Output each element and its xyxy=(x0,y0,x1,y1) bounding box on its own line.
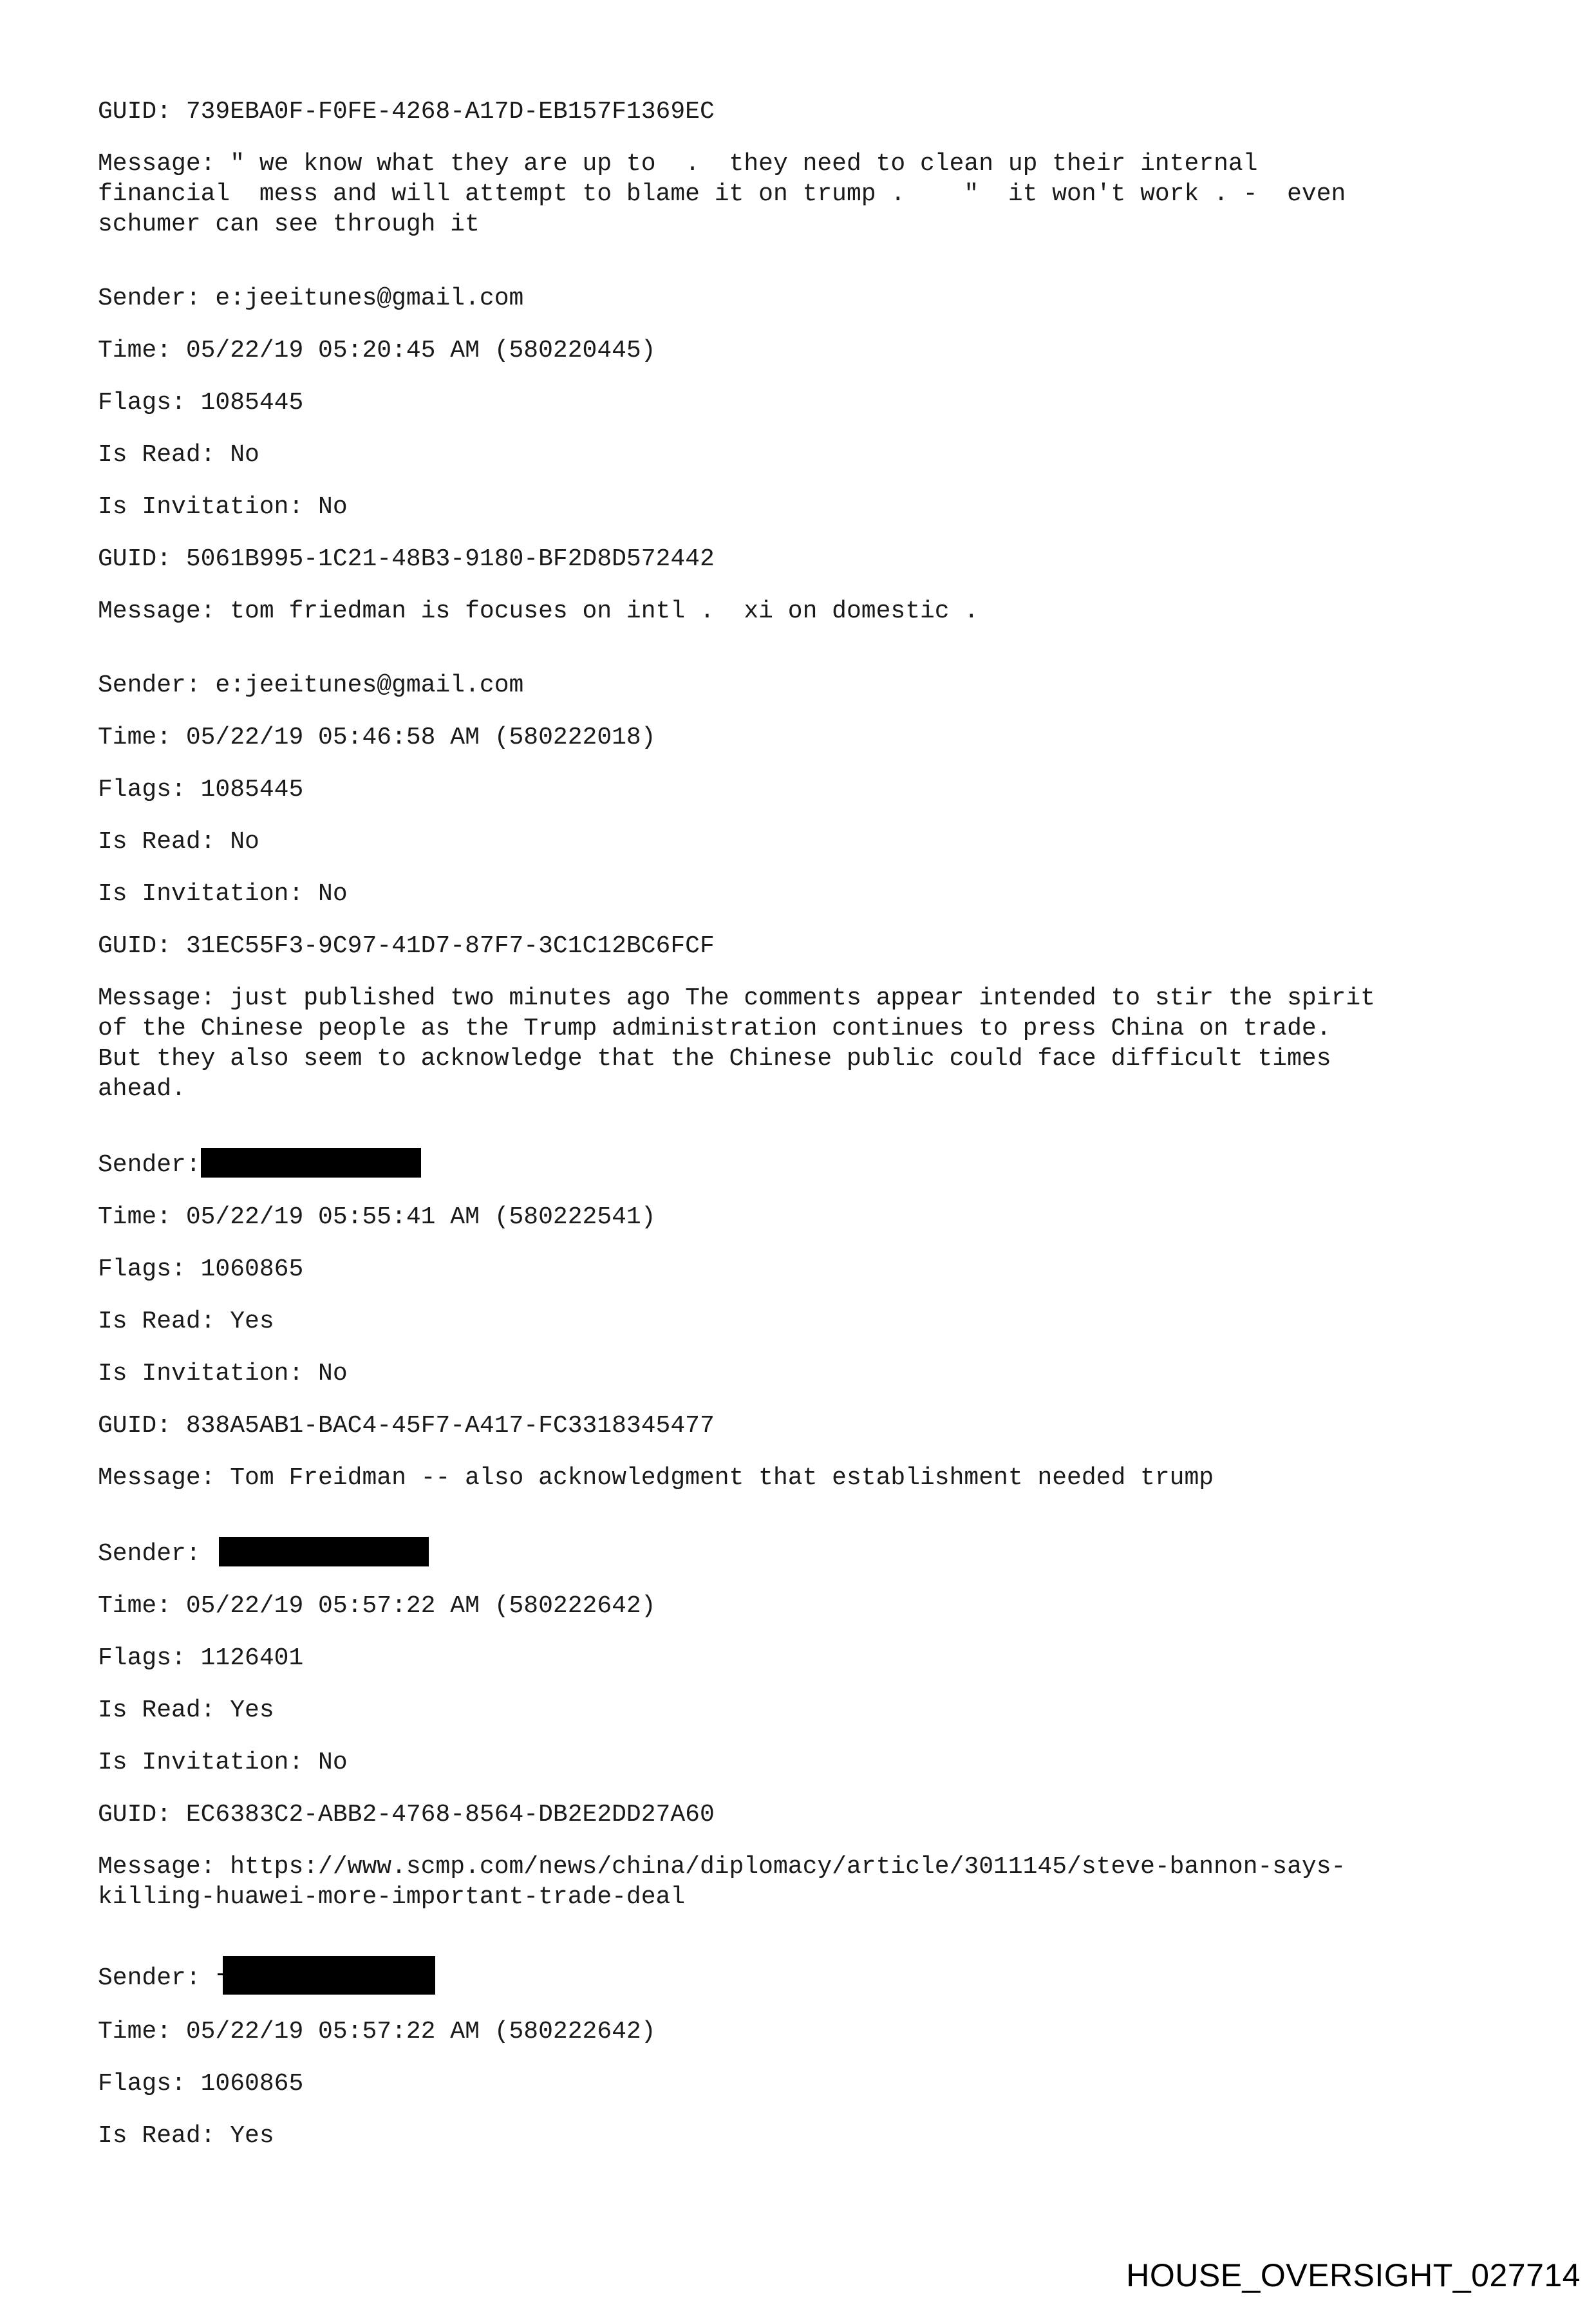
message-line: Message: just published two minutes ago The comments appear intended to stir the spirit xyxy=(98,984,1375,1012)
guid-line: GUID: 31EC55F3-9C97-41D7-87F7-3C1C12BC6FCF xyxy=(98,932,715,960)
flags-line: Flags: 1060865 xyxy=(98,1255,304,1283)
message-block xyxy=(98,983,1527,1104)
time-line: Time: 05/22/19 05:57:22 AM (580222642) xyxy=(98,1592,656,1620)
time-line: Time: 05/22/19 05:46:58 AM (580222018) xyxy=(98,724,656,751)
time-line: Time: 05/22/19 05:57:22 AM (580222642) xyxy=(98,2018,656,2045)
time-line: Time: 05/22/19 05:55:41 AM (580222541) xyxy=(98,1203,656,1231)
redaction-mark xyxy=(218,1973,223,1975)
sender-line xyxy=(98,1148,1527,1180)
message-block xyxy=(98,596,1527,626)
guid-line: GUID: 739EBA0F-F0FE-4268-A17D-EB157F1369EC xyxy=(98,98,715,126)
message-line: killing-huawei-more-important-trade-deal xyxy=(98,1883,686,1911)
redaction-box xyxy=(201,1148,421,1178)
message-line: Message: " we know what they are up to . they need to clean up their internal xyxy=(98,150,1258,178)
sender-label: Sender: xyxy=(98,1151,201,1179)
redaction-box xyxy=(219,1537,429,1566)
guid-line: GUID: EC6383C2-ABB2-4768-8564-DB2E2DD27A60 xyxy=(98,1801,715,1828)
message-line: But they also seem to acknowledge that the Chinese public could face difficult times xyxy=(98,1045,1331,1073)
redaction-box xyxy=(223,1956,435,1995)
message-line: financial mess and will attempt to blame it on trump . " it won't work . - even xyxy=(98,180,1346,208)
message-block xyxy=(98,149,1527,240)
sender-label: Sender: xyxy=(98,1540,201,1568)
message-block xyxy=(98,1852,1527,1912)
guid-line: GUID: 838A5AB1-BAC4-45F7-A417-FC3318345477 xyxy=(98,1412,715,1440)
is-read-line: Is Read: Yes xyxy=(98,2122,274,2150)
sender-line xyxy=(98,1956,1527,1995)
is-invitation-line: Is Invitation: No xyxy=(98,493,348,521)
is-invitation-line: Is Invitation: No xyxy=(98,1360,348,1387)
is-read-line: Is Read: Yes xyxy=(98,1308,274,1335)
message-line: Message: Tom Freidman -- also acknowledgment that establishment needed trump xyxy=(98,1464,1214,1492)
message-line: schumer can see through it xyxy=(98,211,480,238)
is-read-line: Is Read: No xyxy=(98,828,259,856)
message-block xyxy=(98,1463,1527,1493)
is-invitation-line: Is Invitation: No xyxy=(98,1749,348,1776)
guid-line: GUID: 5061B995-1C21-48B3-9180-BF2D8D572442 xyxy=(98,545,715,573)
sender-line: Sender: e:jeeitunes@gmail.com xyxy=(98,285,524,312)
flags-line: Flags: 1126401 xyxy=(98,1644,304,1672)
message-line: Message: tom friedman is focuses on intl . xi on domestic . xyxy=(98,597,979,625)
time-line: Time: 05/22/19 05:20:45 AM (580220445) xyxy=(98,337,656,364)
message-line: of the Chinese people as the Trump administration continues to press China on trade. xyxy=(98,1015,1331,1042)
document-body xyxy=(98,97,1527,2151)
flags-line: Flags: 1085445 xyxy=(98,776,304,804)
bates-number: HOUSE_OVERSIGHT_027714 xyxy=(1126,2257,1581,2293)
message-line: Message: https://www.scmp.com/news/china/diplomacy/article/3011145/steve-bannon-says- xyxy=(98,1853,1346,1881)
flags-line: Flags: 1060865 xyxy=(98,2070,304,2098)
sender-label: Sender: xyxy=(98,1964,201,1992)
sender-line: Sender: e:jeeitunes@gmail.com xyxy=(98,672,524,699)
sender-line xyxy=(98,1537,1527,1569)
is-invitation-line: Is Invitation: No xyxy=(98,880,348,908)
flags-line: Flags: 1085445 xyxy=(98,389,304,417)
is-read-line: Is Read: No xyxy=(98,441,259,469)
is-read-line: Is Read: Yes xyxy=(98,1697,274,1724)
message-line: ahead. xyxy=(98,1075,186,1103)
